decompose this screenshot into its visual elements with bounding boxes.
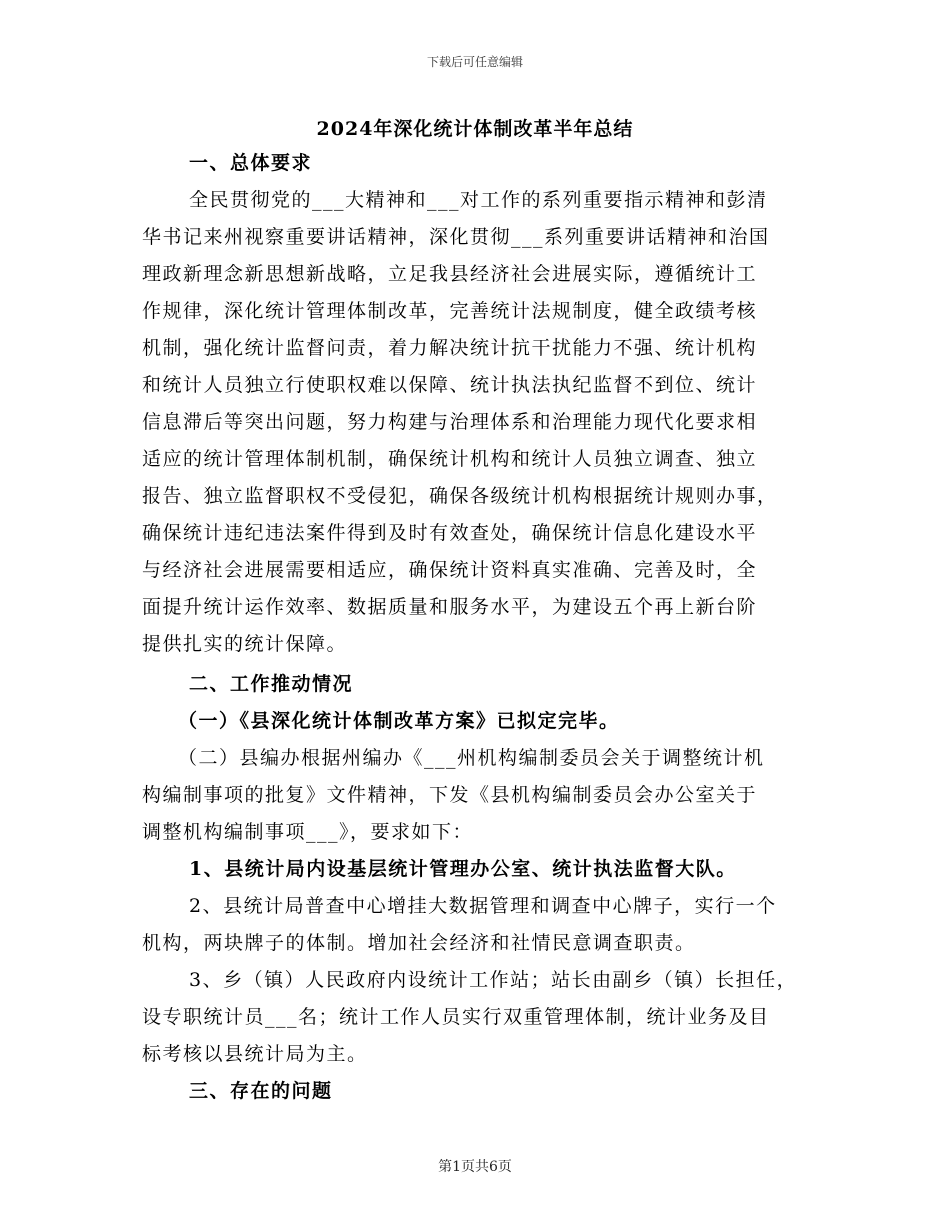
para1-line: 提供扎实的统计保障。 [142,633,348,655]
item-3-line: 设专职统计员___名；统计工作人员实行双重管理体制，统计业务及目 [142,1006,770,1028]
para1-line: 信息滞后等突出问题，努力构建与治理体系和治理能力现代化要求相 [142,411,758,433]
subsection-1: （一）《县深化统计体制改革方案》已拟定完毕。 [178,710,620,732]
para1-line: 和统计人员独立行使职权难以保障、统计执法执纪监督不到位、统计 [142,374,758,396]
para1-line: 与经济社会进展需要相适应，确保统计资料真实准确、完善及时，全 [142,559,758,581]
item-2-line: 2、县统计局普查中心增挂大数据管理和调查中心牌子，实行一个 [189,895,777,917]
para1-line: 华书记来州视察重要讲话精神，深化贯彻___系列重要讲话精神和治国 [142,226,770,248]
section2-heading: 二、工作推动情况 [189,673,354,695]
subsection-2-line: 构编制事项的批复》文件精神，下发《县机构编制委员会办公室关于 [142,784,758,806]
document-title: 2024年深化统计体制改革半年总结 [316,118,634,140]
item-3-line: 标考核以县统计局为主。 [142,1043,368,1065]
para1-line: 理政新理念新思想新战略，立足我县经济社会进展实际，遵循统计工 [142,263,758,285]
para1-line: 作规律，深化统计管理体制改革，完善统计法规制度，健全政绩考核 [142,300,758,322]
para1-line: 确保统计违纪违法案件得到及时有效查处，确保统计信息化建设水平 [142,522,758,544]
item-2-line: 机构，两块牌子的体制。增加社会经济和社情民意调查职责。 [142,932,696,954]
section3-heading: 三、存在的问题 [189,1080,333,1102]
subsection-2-line: 调整机构编制事项___》，要求如下： [142,821,474,843]
header-note: 下载后可任意编辑 [426,55,523,69]
item-1: 1、县统计局内设基层统计管理办公室、统计执法监督大队。 [189,858,737,880]
para1-line: 面提升统计运作效率、数据质量和服务水平，为建设五个再上新台阶 [142,596,758,618]
item-3-line: 3、乡（镇）人民政府内设统计工作站；站长由副乡（镇）长担任， [189,969,798,991]
page-footer: 第1页共6页 [438,1159,512,1175]
para1-line: 适应的统计管理体制机制，确保统计机构和统计人员独立调查、独立 [142,448,758,470]
para1-line: 机制，强化统计监督问责，着力解决统计抗干扰能力不强、统计机构 [142,337,758,359]
para1-line: 报告、独立监督职权不受侵犯，确保各级统计机构根据统计规则办事， [142,485,778,507]
para1-line: 全民贯彻党的___大精神和___对工作的系列重要指示精神和彭清 [189,189,768,211]
subsection-2-line: （二）县编办根据州编办《___州机构编制委员会关于调整统计机 [178,747,765,769]
section1-heading: 一、总体要求 [189,152,313,174]
